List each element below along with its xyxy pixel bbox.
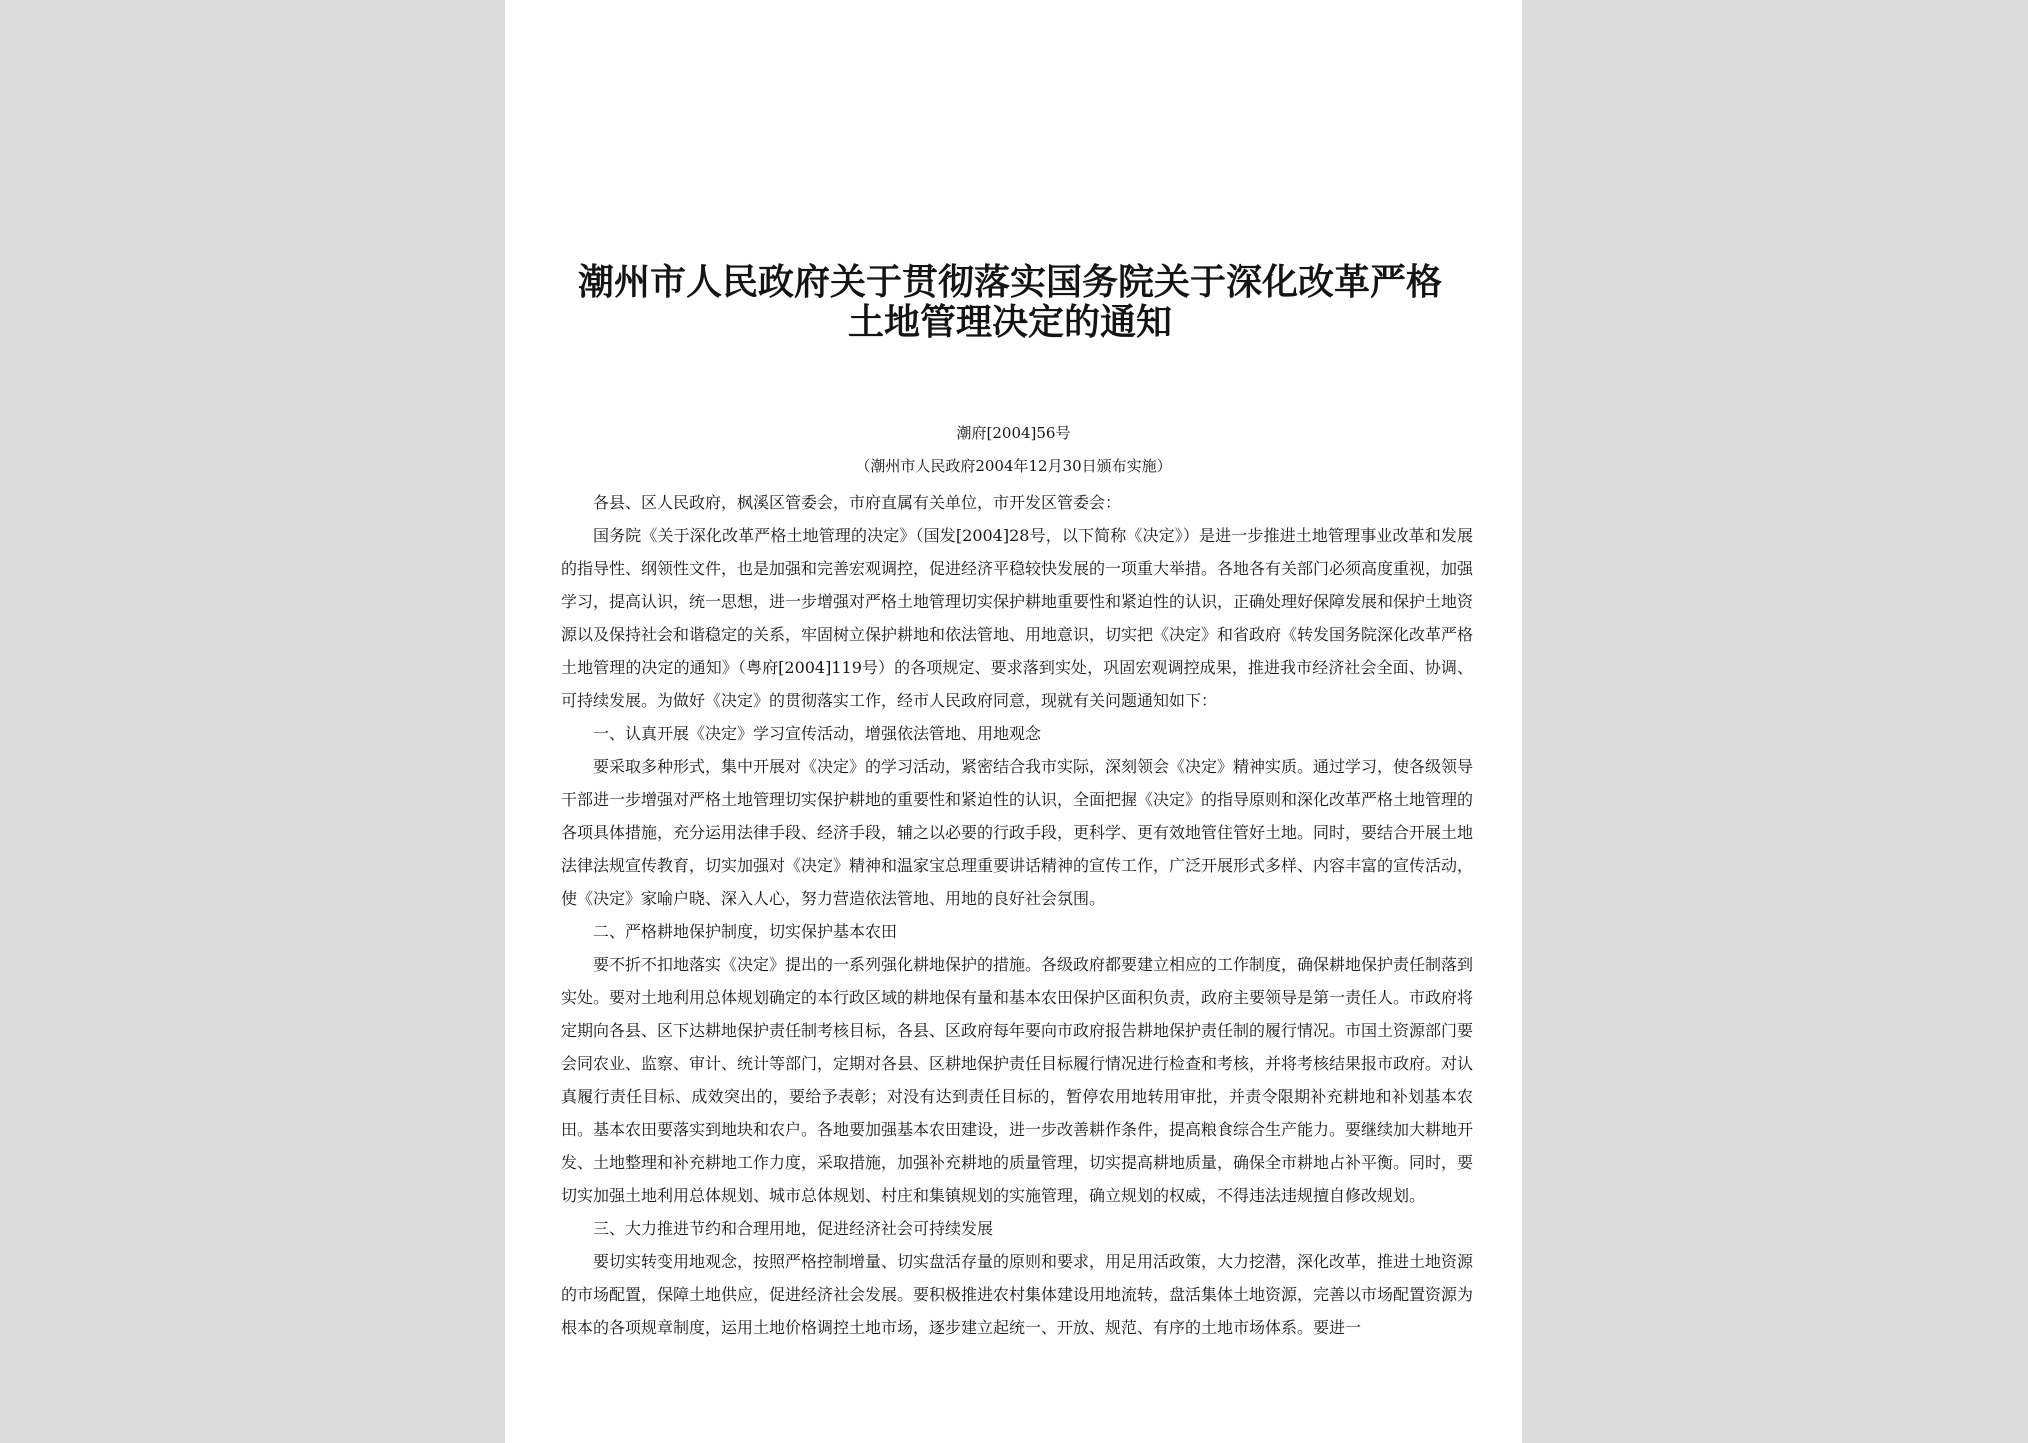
document-number: 潮府[2004]56号 [956, 424, 1071, 442]
document-page [505, 0, 1522, 1443]
section-heading: 二、严格耕地保护制度，切实保护基本农田 [593, 922, 898, 941]
document-title: 潮州市人民政府关于贯彻落实国务院关于深化改革严格土地管理决定的通知 [577, 261, 1442, 343]
section-heading: 三、大力推进节约和合理用地，促进经济社会可持续发展 [593, 1219, 994, 1238]
section-heading: 一、认真开展《决定》学习宣传活动，增强依法管地、用地观念 [593, 724, 1042, 743]
document-body [561, 486, 1473, 1344]
body-paragraph: 国务院《关于深化改革严格土地管理的决定》（国发[2004]28号，以下简称《决定》）是进一步推进土地管理事业改革和发展的指导性、纲领性文件，也是加强和完善宏观调控，促进经济平稳较快发展的一项重大举措。各地各有关部门必须高度重视，加强学习，提高认识，统一思想，进一步增强对严格土地管理切实保护耕地重要性和紧迫性的认识，正确处理好保障发展和保护土地资源以及保持社会和谐稳定的关系，牢固树立保护耕地和依法管地、用地意识，切实把《决定》和省政府《转发国务院深化改革严格土地管理的决定的通知》（粤府[2004]119号）的各项规定、要求落到实处，巩固宏观调控成果，推进我市经济社会全面、协调、可持续发展。为做好《决定》的贯彻落实工作，经市人民政府同意，现就有关问题通知如下： [561, 526, 1474, 710]
body-paragraph: 要采取多种形式，集中开展对《决定》的学习活动，紧密结合我市实际，深刻领会《决定》精神实质。通过学习，使各级领导干部进一步增强对严格土地管理切实保护耕地的重要性和紧迫性的认识，全面把握《决定》的指导原则和深化改革严格土地管理的各项具体措施，充分运用法律手段、经济手段，辅之以必要的行政手段，更科学、更有效地管住管好土地。同时，要结合开展土地法律法规宣传教育，切实加强对《决定》精神和温家宝总理重要讲话精神的宣传工作，广泛开展形式多样、内容丰富的宣传活动，使《决定》家喻户晓、深入人心，努力营造依法管地、用地的良好社会氛围。 [561, 757, 1474, 908]
addressee: 各县、区人民政府，枫溪区管委会，市府直属有关单位，市开发区管委会： [593, 493, 1122, 512]
body-paragraph: 要不折不扣地落实《决定》提出的一系列强化耕地保护的措施。各级政府都要建立相应的工作制度，确保耕地保护责任制落到实处。要对土地利用总体规划确定的本行政区域的耕地保有量和基本农田保护区面积负责，政府主要领导是第一责任人。市政府将定期向各县、区下达耕地保护责任制考核目标，各县、区政府每年要向市政府报告耕地保护责任制的履行情况。市国土资源部门要会同农业、监察、审计、统计等部门，定期对各县、区耕地保护责任目标履行情况进行检查和考核，并将考核结果报市政府。对认真履行责任目标、成效突出的，要给予表彰；对没有达到责任目标的，暂停农用地转用审批，并责令限期补充耕地和补划基本农田。基本农田要落实到地块和农户。各地要加强基本农田建设，进一步改善耕作条件，提高粮食综合生产能力。要继续加大耕地开发、土地整理和补充耕地工作力度，采取措施，加强补充耕地的质量管理，切实提高耕地质量，确保全市耕地占补平衡。同时，要切实加强土地利用总体规划、城市总体规划、村庄和集镇规划的实施管理，确立规划的权威，不得违法违规擅自修改规划。 [561, 955, 1474, 1205]
issue-date-note: （潮州市人民政府2004年12月30日颁布实施） [855, 457, 1172, 475]
body-paragraph: 要切实转变用地观念，按照严格控制增量、切实盘活存量的原则和要求，用足用活政策，大力挖潜，深化改革，推进土地资源的市场配置，保障土地供应，促进经济社会发展。要积极推进农村集体建设用地流转，盘活集体土地资源，完善以市场配置资源为根本的各项规章制度，运用土地价格调控土地市场，逐步建立起统一、开放、规范、有序的土地市场体系。要进一 [561, 1252, 1474, 1337]
